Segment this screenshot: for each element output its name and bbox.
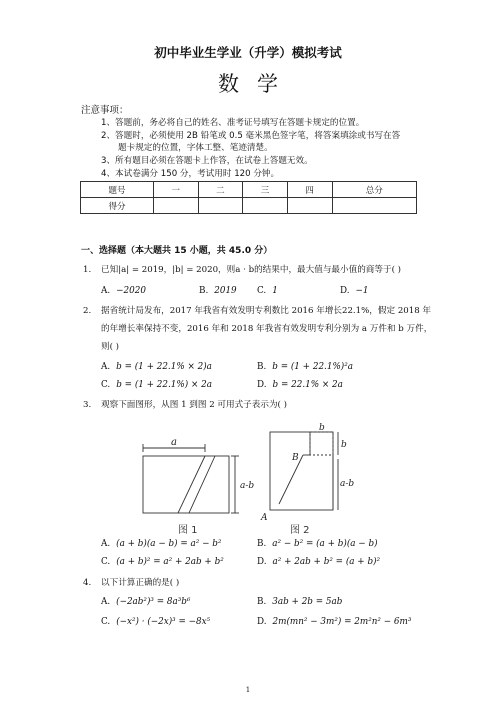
question-number: 4. [83, 578, 92, 588]
figure-2 [270, 432, 338, 510]
option-c: C. b = (1 + 22.1%) × 2a [101, 380, 212, 390]
notice-item: 3、所有题目必须在答题卡上作答，在试卷上答题无效。 [101, 156, 313, 166]
figure-2-diagonal [279, 455, 303, 504]
score-table [80, 181, 417, 214]
score-cell [332, 198, 417, 214]
option-b: B. a² − b² = (a + b)(a − b) [257, 539, 378, 549]
question-text: 据省统计局发布，2017 年我省有效发明专利数比 2016 年增长22.1%，假定 2018 年 [101, 306, 432, 316]
option-b: B. b = (1 + 22.1%)²a [257, 362, 354, 372]
question-number: 2. [83, 306, 92, 316]
label-amb: a-b [240, 481, 255, 491]
question-text: 则( ) [101, 342, 120, 352]
option-a: A. (−2ab²)³ = 8a³b⁶ [101, 597, 191, 607]
subject-title: 数学 [218, 72, 296, 96]
score-cell [243, 198, 288, 214]
score-header-cell: 一 [154, 182, 199, 198]
option-d: D. a² + 2ab + b² = (a + b)² [257, 557, 381, 567]
score-cell [198, 198, 243, 214]
notice-item: 2、答题时，必须使用 2B 铅笔或 0.5 毫米黑色签字笔，将答案填涂或书写在答 [101, 131, 401, 141]
figure-1-diagonal [189, 456, 215, 513]
option-d: D. 2m(mn² − 3m²) = 2m²n² − 6m³ [257, 617, 412, 627]
figure-2-square [270, 432, 333, 510]
question-text: 已知|a| = 2019，|b| = 2020，则a · b的结果中，最大值与最小值的商等于( ) [101, 265, 402, 275]
option-c: C. 1 [257, 286, 278, 296]
figure-1-caption: 图 1 [178, 525, 198, 536]
notice-heading: 注意事项： [81, 105, 129, 116]
figure-1-diagonal [178, 456, 205, 513]
question-number: 3. [83, 400, 92, 410]
score-table-score-row [81, 198, 417, 214]
notice-item: 4、本试卷满分 150 分，考试用时 120 分钟。 [101, 169, 280, 179]
score-header-cell: 三 [243, 182, 288, 198]
score-header-cell: 题号 [81, 182, 154, 198]
score-cell [154, 198, 199, 214]
option-c: C. (−x²) · (−2x)³ = −8x⁵ [101, 617, 211, 627]
score-header-cell: 二 [198, 182, 243, 198]
figure-1-rectangle [143, 456, 229, 513]
notice-item: 1、答题前，务必将自己的姓名、准考证号填写在答题卡规定的位置。 [101, 118, 365, 128]
question-text: 观察下面图形，从图 1 到图 2 可用式子表示为( ) [101, 400, 287, 410]
question-text: 以下计算正确的是( ) [101, 578, 180, 588]
option-b: B. 2019 [199, 286, 237, 296]
score-header-cell: 总分 [332, 182, 417, 198]
option-d: D. −1 [340, 286, 369, 296]
label-A: A [261, 513, 268, 523]
section-heading: 一、选择题（本大题共 15 小题，共 45.0 分） [81, 246, 273, 256]
score-row-label: 得分 [81, 198, 154, 214]
exam-title: 初中毕业生学业（升学）模拟考试 [154, 45, 342, 60]
option-a: A. −2020 [101, 286, 146, 296]
label-B: B [292, 453, 299, 463]
score-header-cell: 四 [287, 182, 332, 198]
option-d: D. b = 22.1% × 2a [257, 380, 343, 390]
label-b-top: b [319, 423, 325, 433]
page-number: 1 [245, 686, 251, 694]
figure-2-caption: 图 2 [290, 525, 310, 536]
figure-1 [143, 444, 239, 513]
option-c: C. (a + b)² = a² + 2ab + b² [101, 557, 224, 567]
option-b: B. 3ab + 2b = 5ab [257, 597, 343, 607]
question-number: 1. [83, 265, 92, 275]
score-cell [287, 198, 332, 214]
question-text: 的年增长率保持不变，2016 年和 2018 年我省有效发明专利分别为 a 万件和 b 万件， [101, 324, 433, 334]
figure-2-cut-square [310, 432, 333, 455]
geometry-figure [141, 423, 371, 530]
label-a: a [171, 437, 177, 448]
label-b-side: b [341, 440, 347, 450]
option-a: A. b = (1 + 22.1% × 2)a [101, 362, 212, 372]
option-a: A. (a + b)(a − b) = a² − b² [101, 539, 222, 549]
notice-item: 题卡规定的位置，字体工整、笔迹清楚。 [118, 143, 273, 153]
label-amb-2: a-b [340, 479, 355, 489]
score-table-header-row [81, 182, 417, 198]
